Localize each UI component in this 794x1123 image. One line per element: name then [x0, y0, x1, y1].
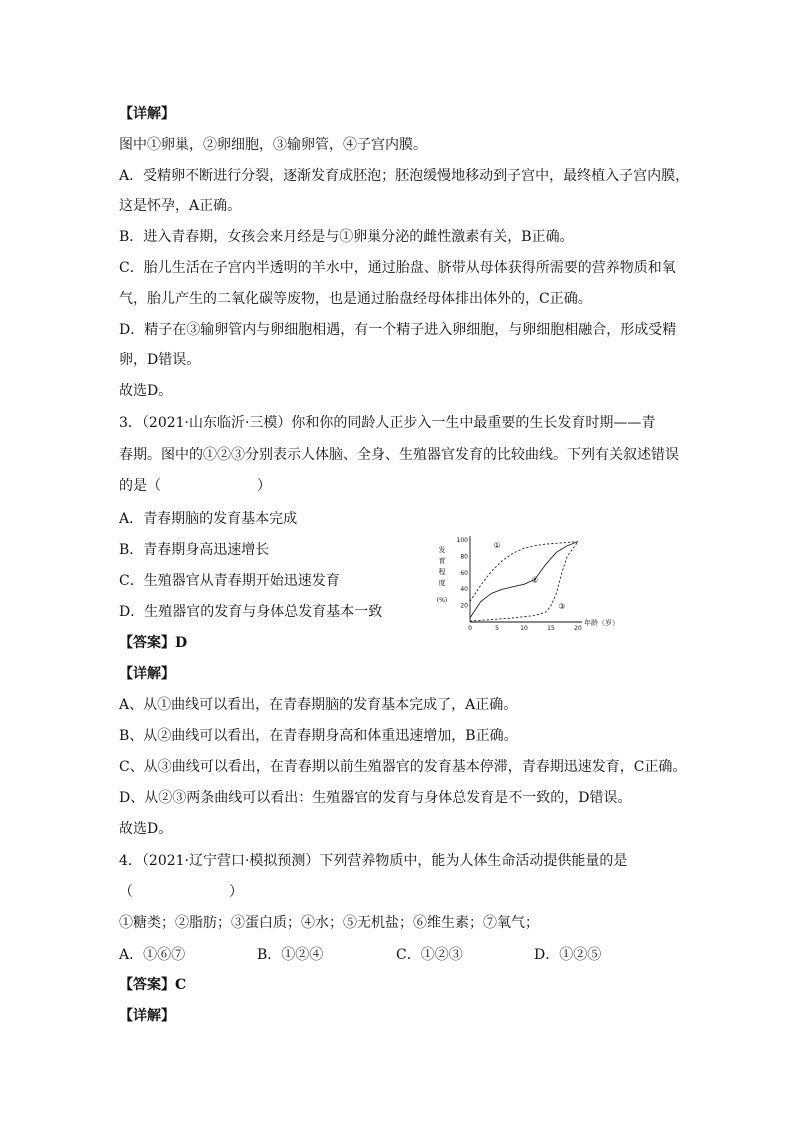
y-tick-label: 100 [456, 537, 468, 544]
q3-option-b: B．青春期身高迅速增长 [119, 542, 270, 558]
detail-d-line1: D．精子在③输卵管内与卵细胞相遇，有一个精子进入卵细胞，与卵细胞相融合，形成受精 [119, 322, 677, 338]
q4-option-a: A．①⑥⑦ [119, 947, 186, 963]
detail-d-line2: 卵，D错误。 [119, 352, 201, 368]
q3-detail-a: A、从①曲线可以看出，在青春期脑的发育基本完成了，A正确。 [119, 697, 518, 713]
detail-c-line2: 气，胎儿产生的二氧化碳等废物，也是通过胎盘经母体排出体外的，C正确。 [119, 291, 592, 307]
curve-line [470, 542, 578, 602]
x-axis-label: 年龄（岁） [584, 619, 619, 627]
q3-option-a: A．青春期脑的发育基本完成 [119, 511, 298, 527]
series-label: ③ [558, 601, 566, 611]
q4-stem-suffix: ） [229, 884, 243, 900]
x-tick-label: 5 [495, 625, 499, 632]
q4-option-d: D．①②⑤ [534, 947, 602, 963]
y-tick-label: 20 [460, 602, 468, 610]
q3-stem-line2: 春期。图中的①②③分别表示人体脑、全身、生殖器官发育的比较曲线。下列有关叙述错误 [119, 447, 679, 463]
y-axis-label-char: 发 [438, 546, 446, 554]
detail-b: B．进入青春期，女孩会来月经是与①卵巢分泌的雌性激素有关，B正确。 [119, 229, 574, 245]
q3-stem-line1: 3．（2021·山东临沂·三模）你和你的同龄人正步入一生中最重要的生长发育时期——青 [119, 415, 656, 431]
detail-a-line2: 这是怀孕，A正确。 [119, 198, 242, 214]
q3-stem-line3 [119, 477, 271, 495]
q4-option-b: B．①②④ [257, 947, 324, 963]
detail-heading: 【详解】 [119, 106, 175, 122]
q3-option-d: D．生殖器官的发育与身体总发育基本一致 [119, 604, 383, 620]
q3-option-c: C．生殖器官从青春期开始迅速发育 [119, 573, 340, 589]
y-axis-label-char: 程 [438, 568, 446, 576]
q3-detail-c: C、从③曲线可以看出，在青春期以前生殖器官的发育基本停滞，青春期迅速发育，C正确。 [119, 759, 687, 775]
series-label: ① [493, 541, 501, 551]
q3-answer: 【答案】D [119, 635, 188, 651]
x-tick-label: 15 [547, 625, 555, 632]
q3-stem-suffix: ） [257, 478, 271, 494]
y-tick-label: 80 [460, 553, 468, 561]
q4-option-c: C．①②③ [396, 947, 463, 963]
x-tick-label: 20 [574, 625, 582, 632]
x-tick-label: 10 [520, 625, 528, 632]
q4-stem-line2 [119, 883, 243, 901]
q3-stem-prefix: 的是（ [119, 478, 161, 494]
series-label: ② [531, 575, 539, 585]
q3-conclusion: 故选D。 [119, 821, 173, 837]
q3-detail-b: B、从②曲线可以看出，在青春期身高和体重迅速增加，B正确。 [119, 728, 518, 744]
y-tick-label: 60 [460, 569, 468, 577]
q4-detail-heading: 【详解】 [119, 1008, 175, 1024]
q4-answer: 【答案】C [119, 977, 187, 993]
q4-items: ①糖类；②脂肪；③蛋白质；④水；⑤无机盐；⑥维生素；⑦氧气； [119, 915, 539, 931]
detail-intro: 图中①卵巢，②卵细胞，③输卵管，④子宫内膜。 [119, 137, 427, 153]
q3-detail-d: D、从②③两条曲线可以看出：生殖器官的发育与身体总发育是不一致的，D错误。 [119, 790, 632, 806]
y-tick-label: 40 [460, 586, 468, 594]
detail-c-line1: C．胎儿生活在子宫内半透明的羊水中，通过胎盘、脐带从母体获得所需要的营养物质和氧 [119, 260, 676, 276]
q4-stem-line1: 4．（2021·辽宁营口·模拟预测）下列营养物质中，能为人体生命活动提供能量的是 [119, 853, 628, 869]
q3-detail-heading: 【详解】 [119, 666, 175, 682]
y-axis-label-char: 度 [438, 579, 446, 587]
y-axis-label-char: 育 [438, 557, 446, 565]
q4-stem-prefix: （ [119, 884, 133, 900]
detail-a-line1: A．受精卵不断进行分裂，逐渐发育成胚泡；胚泡缓慢地移动到子宫中，最终植入子宫内膜， [119, 168, 690, 184]
development-curve-chart [430, 534, 630, 634]
x-tick-label: 0 [468, 625, 472, 632]
y-axis-unit: (%) [436, 597, 448, 604]
conclusion: 故选D。 [119, 383, 173, 399]
